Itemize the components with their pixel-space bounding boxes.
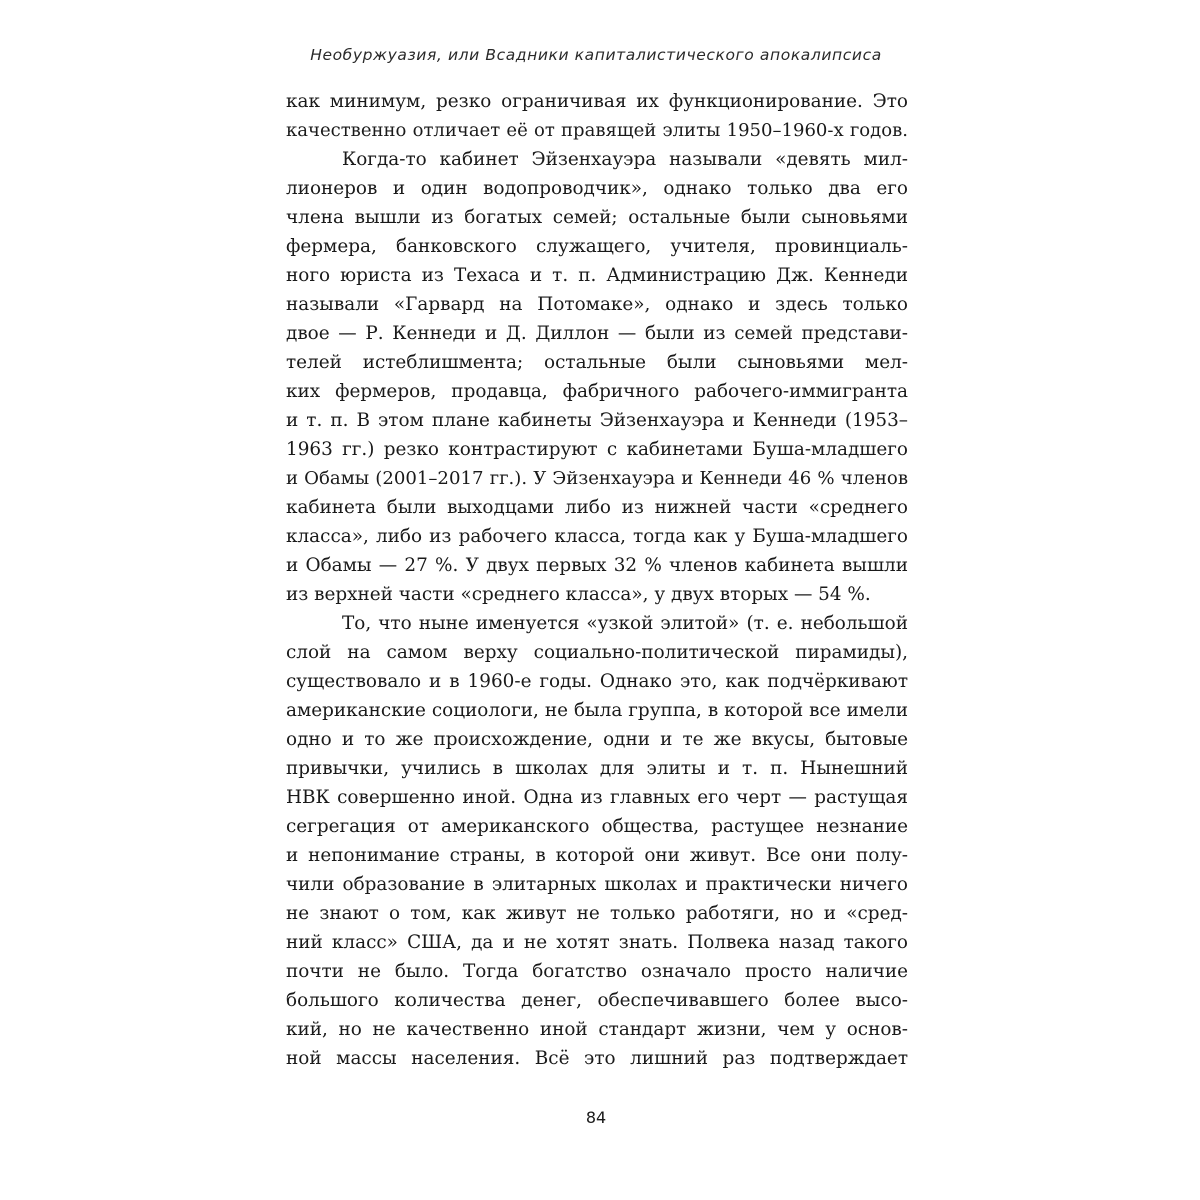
body-text — [286, 87, 908, 1073]
text-line: как минимум, резко ограничивая их функционирование. Это — [286, 91, 908, 112]
text-line: из верхней части «среднего класса», у двух вторых — 54 %. — [286, 584, 871, 605]
text-line: одно и то же происхождение, одни и те же вкусы, бытовые — [286, 729, 908, 750]
text-line: сегрегация от американского общества, растущее незнание — [286, 816, 908, 837]
text-line: ной массы населения. Всё это лишний раз подтверждает — [286, 1048, 908, 1069]
text-line: и Обамы (2001–2017 гг.). У Эйзенхауэра и Кеннеди 46 % членов — [286, 468, 908, 489]
text-line: и Обамы — 27 %. У двух первых 32 % членов кабинета вышли — [286, 555, 908, 576]
text-line: слой на самом верху социально-политической пирамиды), — [286, 642, 908, 663]
text-line: кий, но не качественно иной стандарт жизни, чем у основ- — [286, 1019, 908, 1040]
running-head: Необуржуазия, или Всадники капиталистического апокалипсиса — [310, 46, 882, 64]
text-line: качественно отличает её от правящей элиты 1950–1960-х годов. — [286, 120, 908, 141]
text-line: класса», либо из рабочего класса, тогда как у Буша-младшего — [286, 526, 908, 547]
text-line: ного юриста из Техаса и т. п. Администрацию Дж. Кеннеди — [286, 265, 908, 286]
text-line: двое — Р. Кеннеди и Д. Диллон — были из семей представи- — [286, 323, 908, 344]
text-line: телей истеблишмента; остальные были сыновьями мел- — [286, 352, 908, 373]
text-line: фермера, банковского служащего, учителя, провинциаль- — [286, 236, 908, 257]
text-line: НВК совершенно иной. Одна из главных его черт — растущая — [286, 787, 908, 808]
paragraph-first-line: То, что ныне именуется «узкой элитой» (т. е. небольшой — [342, 613, 908, 634]
text-line: чили образование в элитарных школах и практически ничего — [286, 874, 908, 895]
text-line: и непонимание страны, в которой они живут. Все они полу- — [286, 845, 908, 866]
text-line: называли «Гарвард на Потомаке», однако и здесь только — [286, 294, 908, 315]
text-line: существовало и в 1960-е годы. Однако это, как подчёркивают — [286, 671, 908, 692]
text-line: американские социологи, не была группа, в которой все имели — [286, 700, 908, 721]
paragraph-first-line: Когда-то кабинет Эйзенхауэра называли «девять мил- — [342, 149, 908, 170]
text-line: ний класс» США, да и не хотят знать. Полвека назад такого — [286, 932, 908, 953]
text-line: привычки, учились в школах для элиты и т. п. Нынешний — [286, 758, 908, 779]
text-line: почти не было. Тогда богатство означало просто наличие — [286, 961, 908, 982]
text-line: лионеров и один водопроводчик», однако только два его — [286, 178, 908, 199]
text-line: ких фермеров, продавца, фабричного рабочего-иммигранта — [286, 381, 908, 402]
text-line: не знают о том, как живут не только работяги, но и «сред- — [286, 903, 908, 924]
text-line: и т. п. В этом плане кабинеты Эйзенхауэра и Кеннеди (1953– — [286, 410, 908, 431]
text-line: члена вышли из богатых семей; остальные были сыновьями — [286, 207, 908, 228]
page-number: 84 — [585, 1108, 607, 1127]
text-line: кабинета были выходцами либо из нижней части «среднего — [286, 497, 908, 518]
text-line: 1963 гг.) резко контрастируют с кабинетами Буша-младшего — [286, 439, 908, 460]
text-line: большого количества денег, обеспечивавшего более высо- — [286, 990, 908, 1011]
